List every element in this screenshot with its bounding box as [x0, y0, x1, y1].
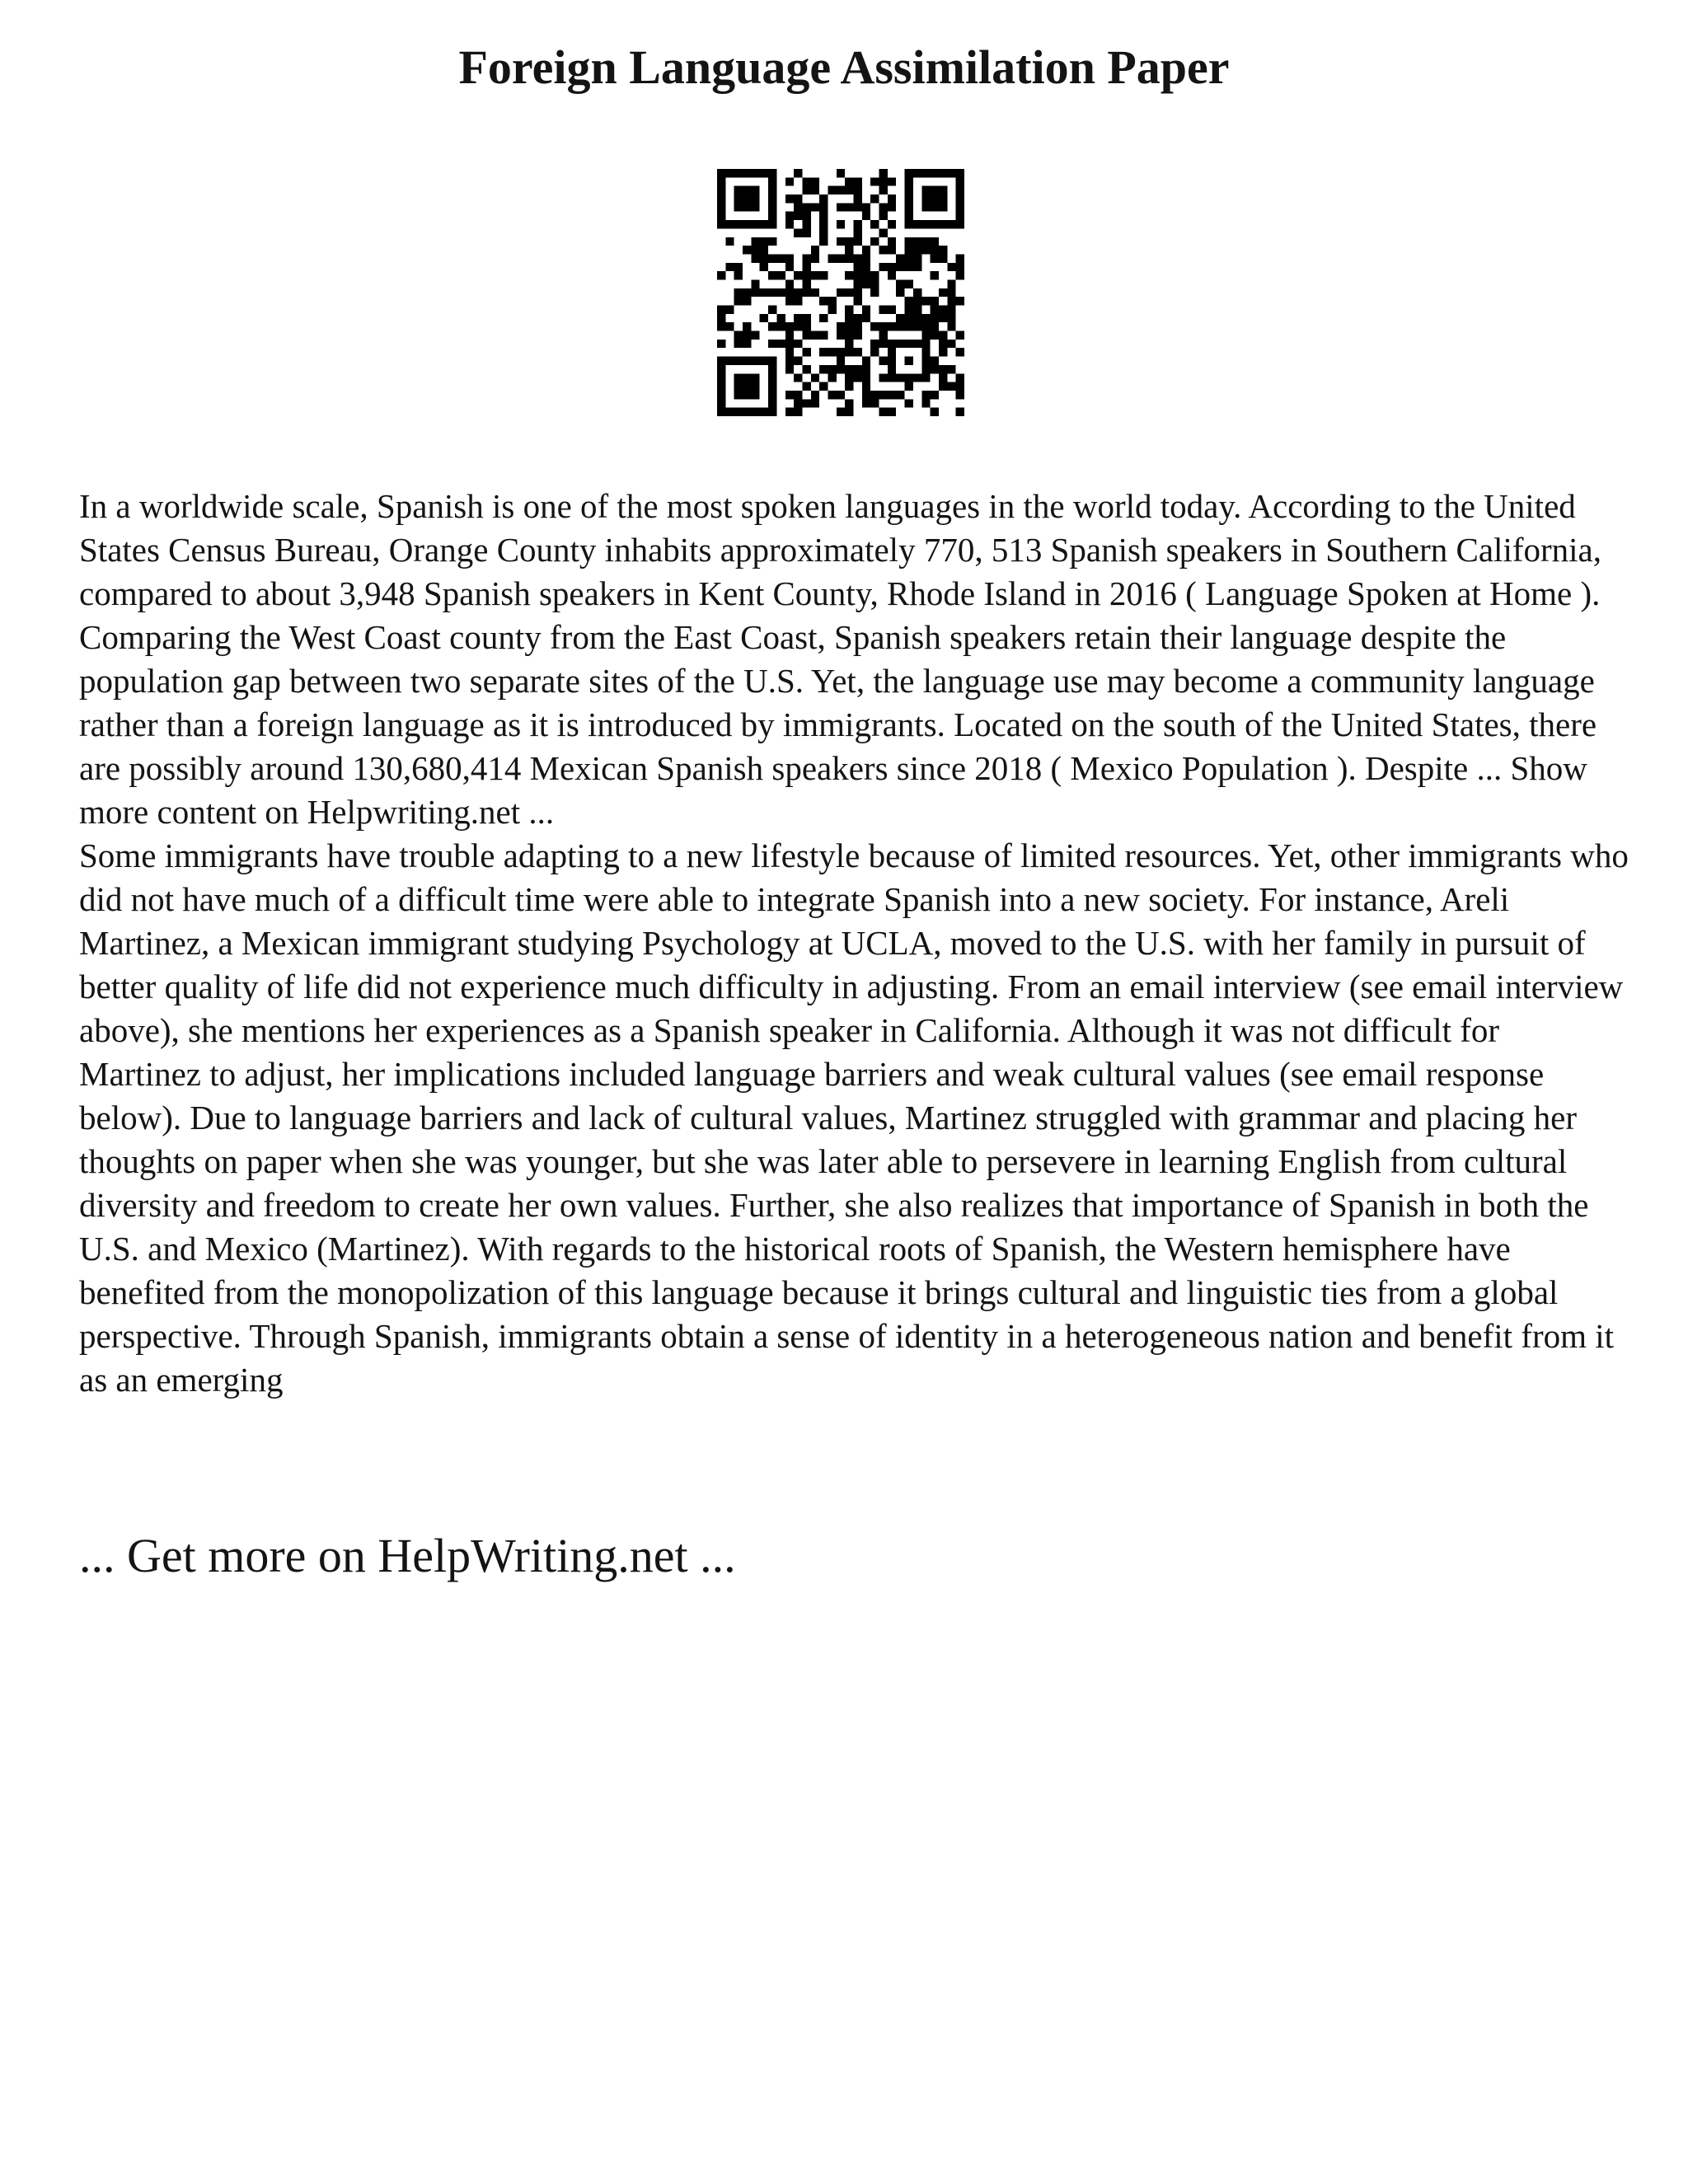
document-title: Foreign Language Assimilation Paper — [458, 40, 1230, 94]
get-more-link[interactable]: ... Get more on HelpWriting.net ... — [79, 1529, 736, 1582]
document-body — [79, 485, 1629, 1402]
paragraph-1: In a worldwide scale, Spanish is one of the most spoken languages in the world today. According to the United States Census Bureau, Orange County inhabits approximately 770, 513 Spanish speakers in Southern California, compared to about 3,948 Spanish speakers in Kent County, Rhode Island in 2016 ( Language Spoken at Home ). Comparing the West Coast county from the East Coast, Spanish speakers retain their language despite the population gap between two separate sites of the U.S. Yet, the language use may become a community language rather than a foreign language as it is introduced by immigrants. Located on the south of the United States, there are possibly around 130,680,414 Mexican Spanish speakers since 2018 ( Mexico Population ). Despite ... Show more content on Helpwriting.net ... — [79, 487, 1601, 831]
qr-code-graphic — [717, 169, 964, 416]
qr-code-icon — [717, 169, 964, 416]
paragraph-2: Some immigrants have trouble adapting to a new lifestyle because of limited resources. Yet, other immigrants who did not have much of a difficult time were able to integrate Spanish into a new society. For instance, Areli Martinez, a Mexican immigrant studying Psychology at UCLA, moved to the U.S. with her family in pursuit of better quality of life did not experience much difficulty in adjusting. From an email interview (see email interview above), she mentions her experiences as a Spanish speaker in California. Although it was not difficult for Martinez to adjust, her implications included language barriers and weak cultural values (see email response below). Due to language barriers and lack of cultural values, Martinez struggled with grammar and placing her thoughts on paper when she was younger, but she was later able to persevere in learning English from cultural diversity and freedom to create her own values. Further, she also realizes that importance of Spanish in both the U.S. and Mexico (Martinez). With regards to the historical roots of Spanish, the Western hemisphere have benefited from the monopolization of this language because it brings cultural and linguistic ties from a global perspective. Through Spanish, immigrants obtain a sense of identity in a heterogeneous nation and benefit from it as an emerging — [79, 837, 1629, 1399]
